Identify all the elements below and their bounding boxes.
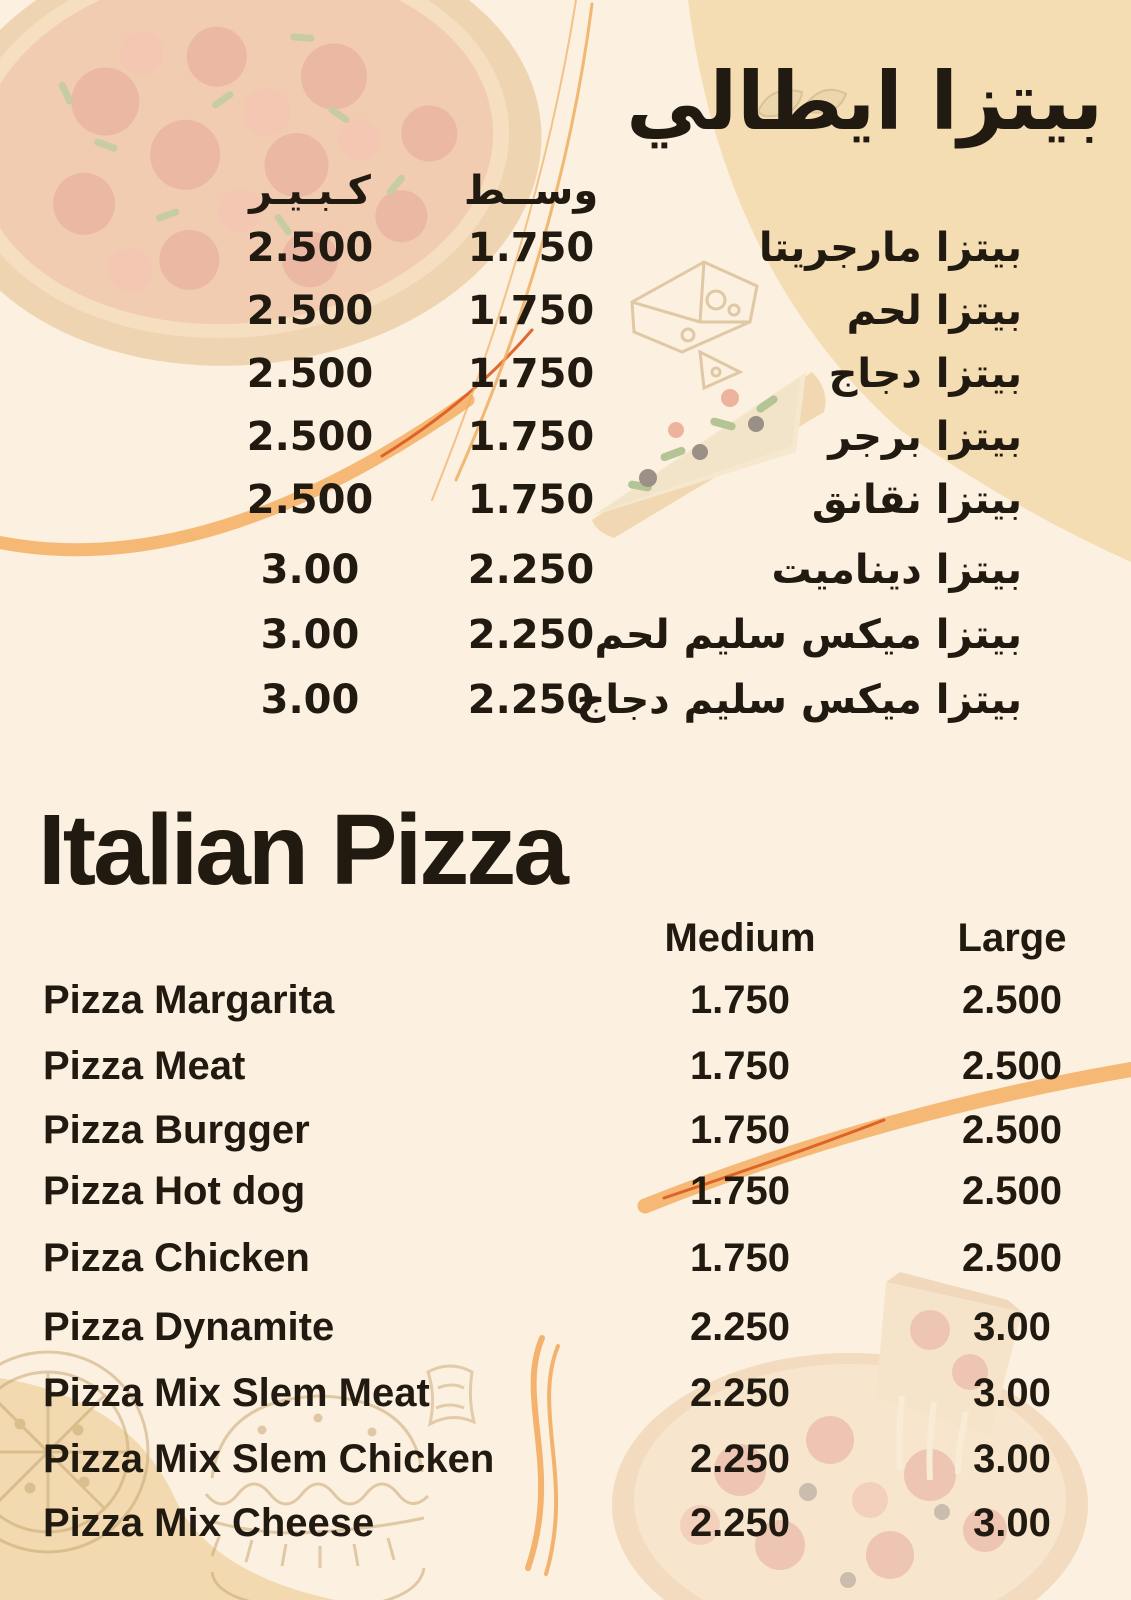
price-medium: 2.250 [689,1305,791,1349]
item-name: Pizza Mix Slem Chicken [43,1437,495,1481]
arabic-menu-row [0,671,1131,729]
price-medium: 1.750 [689,978,791,1022]
price-medium: 1.750 [689,1169,791,1213]
price-medium: 2.250 [467,677,595,723]
english-menu-row [0,1495,1131,1551]
price-large: 2.500 [961,1169,1063,1213]
arabic-col-medium: وســط [463,168,599,214]
price-large: 3.00 [260,547,360,593]
item-name: Pizza Mix Slem Meat [43,1371,430,1415]
price-medium: 1.750 [689,1108,791,1152]
price-medium: 1.750 [689,1236,791,1280]
price-large: 3.00 [973,1305,1051,1349]
price-large: 3.00 [973,1371,1051,1415]
price-medium: 2.250 [467,547,595,593]
arabic-menu-row [0,471,1131,529]
arabic-menu-row [0,606,1131,664]
arabic-menu-row [0,282,1131,340]
english-menu-row [0,1299,1131,1355]
item-name: Pizza Hot dog [43,1169,306,1213]
price-medium: 2.250 [689,1501,791,1545]
item-name: بيتزا نقانق [811,477,1022,523]
english-menu-row [0,1038,1131,1094]
item-name: Pizza Chicken [43,1236,310,1280]
price-medium: 1.750 [467,477,595,523]
arabic-section-title: بيتزا ايطالي [626,55,1103,148]
arabic-size-header-row [0,162,1131,220]
price-medium: 1.750 [467,351,595,397]
price-large: 2.500 [246,351,374,397]
price-medium: 2.250 [689,1371,791,1415]
english-menu-row [0,1102,1131,1158]
price-large: 2.500 [246,414,374,460]
price-medium: 2.250 [689,1437,791,1481]
item-name: بيتزا ميكس سليم دجاج [576,677,1022,723]
item-name: Pizza Burgger [43,1108,310,1152]
arabic-menu-row [0,408,1131,466]
item-name: Pizza Meat [43,1044,246,1088]
price-large: 2.500 [961,1044,1063,1088]
price-large: 2.500 [961,978,1063,1022]
price-large: 2.500 [961,1236,1063,1280]
price-medium: 1.750 [689,1044,791,1088]
price-medium: 1.750 [467,288,595,334]
english-menu-row [0,1431,1131,1487]
price-large: 2.500 [246,225,374,271]
price-medium: 1.750 [467,225,595,271]
item-name: بيتزا دجاج [828,351,1022,397]
price-large: 3.00 [260,677,360,723]
english-menu-row [0,1365,1131,1421]
item-name: بيتزا مارجريتا [758,225,1022,271]
english-col-medium: Medium [664,916,816,960]
english-size-header-row [0,910,1131,966]
arabic-menu-row [0,541,1131,599]
price-medium: 2.250 [467,612,595,658]
english-col-large: Large [957,916,1067,960]
item-name: Pizza Mix Cheese [43,1501,375,1545]
item-name: بيتزا ميكس سليم لحم [594,612,1022,658]
price-large: 3.00 [260,612,360,658]
price-large: 2.500 [961,1108,1063,1152]
item-name: بيتزا برجر [828,414,1022,460]
english-section-title: Italian Pizza [38,794,566,906]
item-name: بيتزا ديناميت [771,547,1022,593]
arabic-menu-row [0,219,1131,277]
price-large: 2.500 [246,288,374,334]
price-large: 3.00 [973,1501,1051,1545]
arabic-col-large: كـبـيـر [249,168,371,214]
english-menu-row [0,1230,1131,1286]
price-large: 3.00 [973,1437,1051,1481]
item-name: بيتزا لحم [846,288,1022,334]
price-medium: 1.750 [467,414,595,460]
english-menu-row [0,972,1131,1028]
arabic-menu-row [0,345,1131,403]
price-large: 2.500 [246,477,374,523]
item-name: Pizza Dynamite [43,1305,335,1349]
english-menu-row [0,1163,1131,1219]
item-name: Pizza Margarita [43,978,335,1022]
